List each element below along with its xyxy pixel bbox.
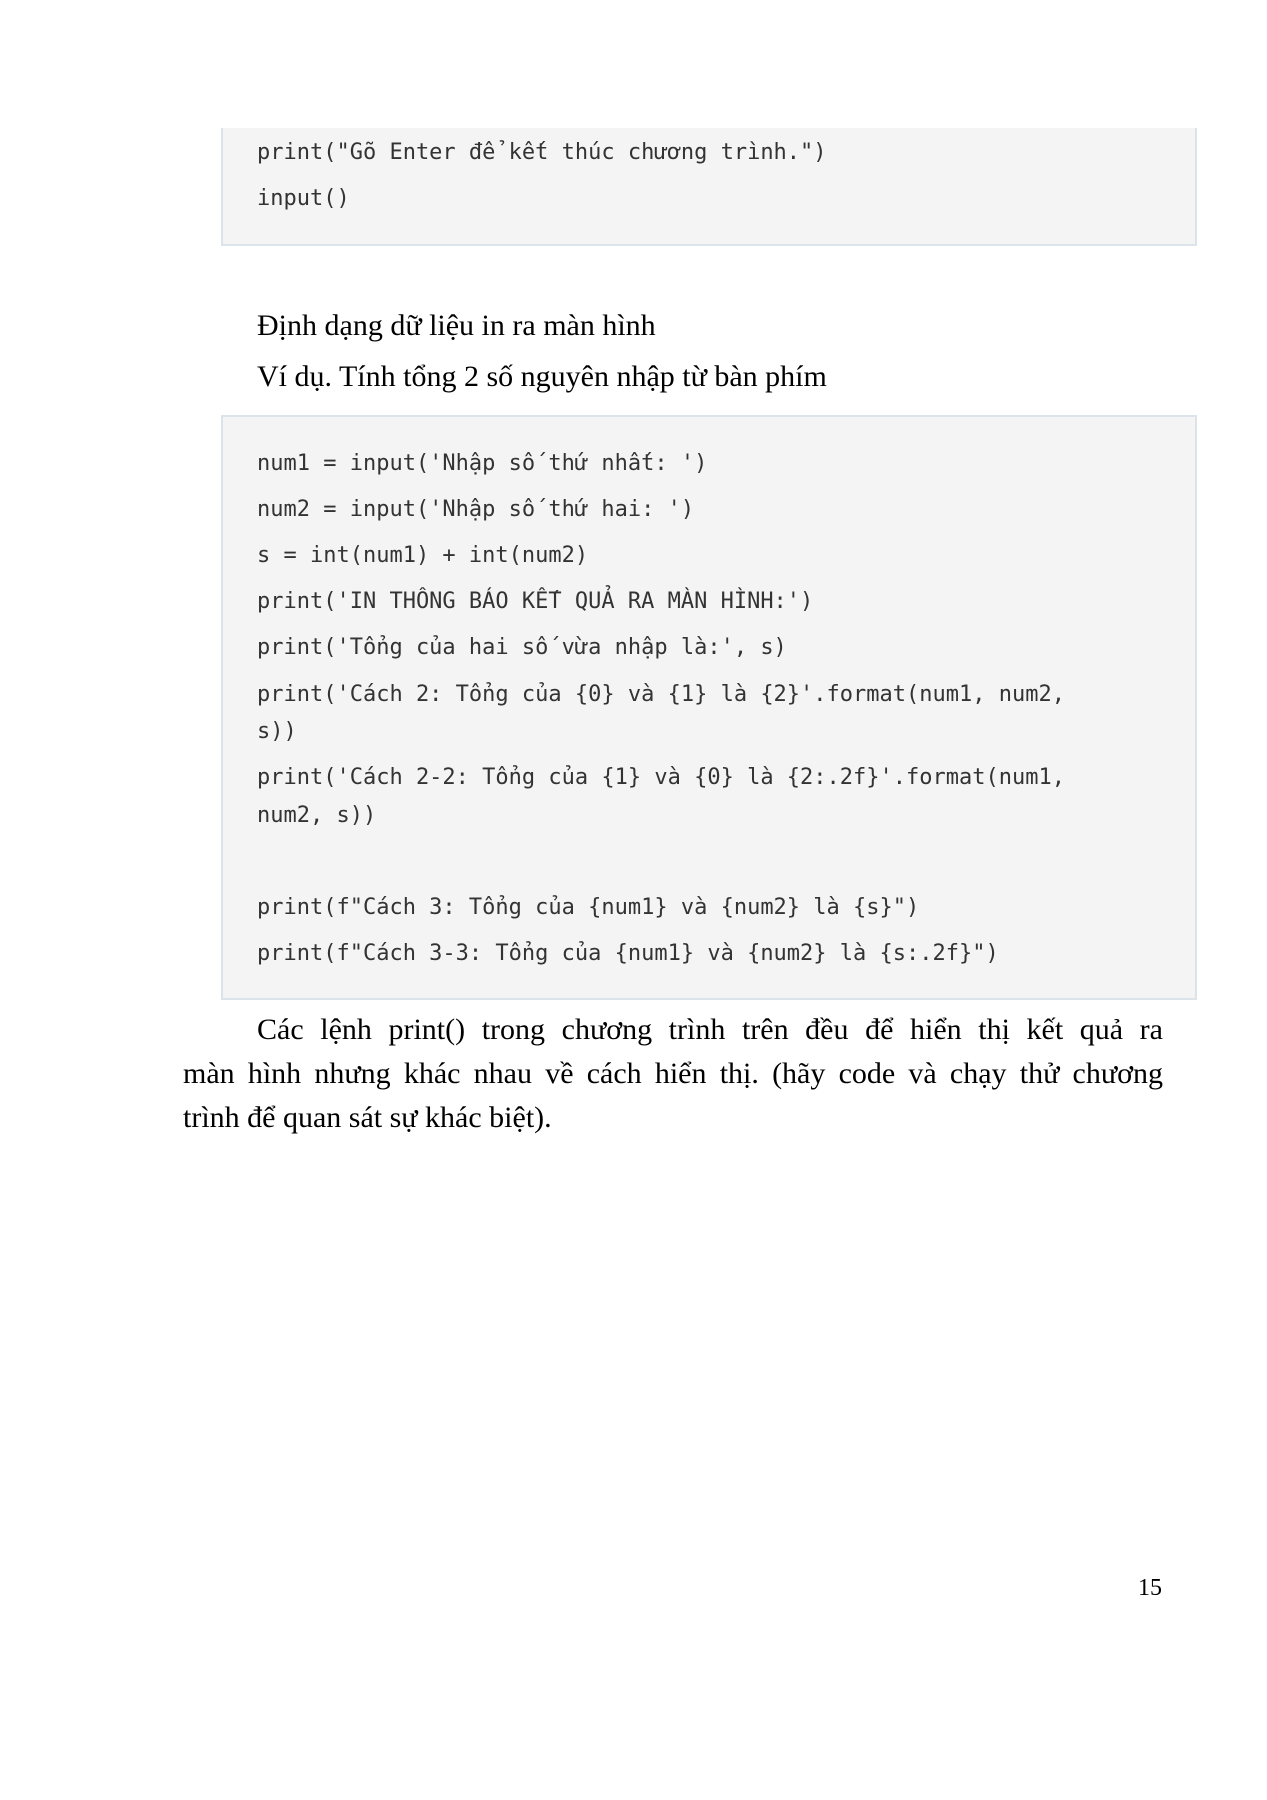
- code-line: s = int(num1) + int(num2): [257, 543, 589, 568]
- paragraph-line: màn hình nhưng khác nhau về cách hiển thị. (hãy code và chạy thử chương: [183, 1057, 1163, 1090]
- paragraph-line: trình để quan sát sự khác biệt).: [183, 1101, 552, 1134]
- explanation-paragraph: [183, 1008, 1163, 1140]
- code-line: num2, s)): [257, 803, 377, 828]
- code-line: print(f"Cách 3: Tổng của {num1} và {num2} là {s}"): [257, 895, 920, 920]
- example-title: Ví dụ. Tính tổng 2 số nguyên nhập từ bàn phím: [257, 360, 827, 393]
- code-line: input(): [257, 186, 350, 211]
- code-line: print('Tổng của hai số vừa nhập là:', s): [257, 635, 787, 660]
- section-heading: Định dạng dữ liệu in ra màn hình: [257, 309, 656, 342]
- code-line: num2 = input('Nhập số thứ hai: '): [257, 497, 695, 522]
- code-line: s)): [257, 719, 297, 744]
- code-line: num1 = input('Nhập số thứ nhất: '): [257, 451, 708, 476]
- code-line: print('Cách 2: Tổng của {0} và {1} là {2}'.format(num1, num2,: [257, 682, 1065, 707]
- code-line: print('IN THÔNG BÁO KẾT QUẢ RA MÀN HÌNH:'): [257, 589, 814, 614]
- paragraph-line: Các lệnh print() trong chương trình trên đều để hiển thị kết quả ra: [257, 1013, 1163, 1046]
- code-line: print(f"Cách 3-3: Tổng của {num1} và {num2} là {s:.2f}"): [257, 941, 999, 966]
- code-line: print('Cách 2-2: Tổng của {1} và {0} là {2:.2f}'.format(num1,: [257, 765, 1065, 790]
- page-number: 15: [1138, 1575, 1162, 1601]
- code-line: print("Gõ Enter để kết thúc chương trình."): [257, 140, 827, 165]
